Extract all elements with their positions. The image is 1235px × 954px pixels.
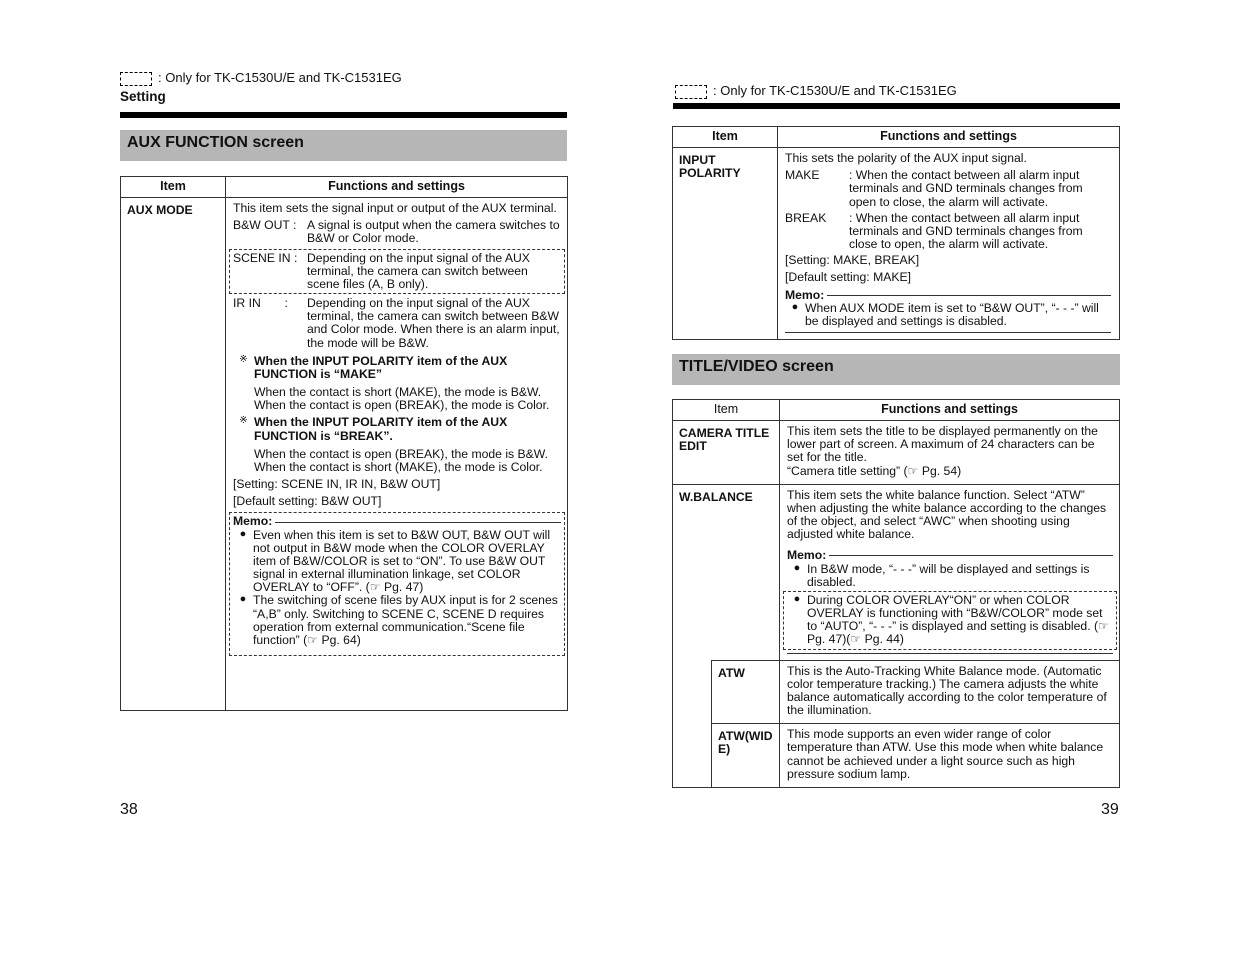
bullet-icon: ● [793, 561, 801, 574]
bullet-icon: ● [791, 300, 799, 313]
bullet-icon: ● [239, 593, 247, 606]
item-w-balance: W.BALANCE [673, 484, 780, 660]
memo-header: Memo: [233, 515, 561, 528]
w-balance-description: This item sets the white balance function. Select “ATW” when adjusting the white balance according to the changes of the object, and select “AWC” when shooting using adjusted white balance. Memo: ● In B&W mode, “- - -” will be displayed and settings is disabled. ● During COLOR OVERLAY“ON” or when COLOR OVERLAY is functioning with “B&W/COLOR” mode set to “AUTO”, “- - -” is displayed and setting is disabled. (☞ Pg. 47)(☞ Pg. 44) [780, 484, 1120, 660]
camera-title-description: This item sets the title to be displayed permanently on the lower part of screen. A maximum of 24 characters can be set for the title. “Camera title setting” (☞ Pg. 54) [780, 421, 1120, 485]
title-video-banner: TITLE/VIDEO screen [672, 354, 1120, 385]
item-input-polarity: INPUT POLARITY [673, 148, 778, 340]
memo-item: ● In B&W mode, “- - -” will be displayed and settings is disabled. [787, 563, 1113, 589]
break-body-2: When the contact is short (MAKE), the mode is Color. [254, 459, 543, 474]
bullet-icon: ● [793, 592, 801, 605]
default-setting: [Default setting: B&W OUT] [233, 494, 382, 509]
title-video-table [672, 399, 1120, 788]
item-atw: ATW [712, 660, 780, 724]
col-header-item: Item [673, 127, 778, 148]
setting-values: [Setting: SCENE IN, IR IN, B&W OUT] [233, 477, 441, 492]
option-make: MAKE : When the contact between all alarm input terminals and GND terminals changes from open to close, the alarm will activate. [785, 168, 1083, 209]
option-bw-out: B&W OUT : A signal is output when the camera switches to B&W or Color mode. [233, 218, 560, 246]
header-rule-left [120, 112, 567, 118]
item-camera-title-edit: CAMERA TITLE EDIT [673, 421, 780, 485]
memo-end-rule [787, 653, 1113, 654]
indent-cell [673, 660, 712, 724]
make-heading: ※ When the INPUT POLARITY item of the AUX FUNCTION is “MAKE” [233, 355, 561, 381]
reference-mark-icon: ※ [239, 415, 248, 427]
memo-section [787, 549, 1113, 653]
aux-mode-description [226, 198, 568, 711]
atw-wide-description: This mode supports an even wider range of color temperature than ATW. Use this mode when white balance cannot be achieved under a light source such as high pressure sodium lamp. [780, 724, 1120, 788]
memo-item: ● The switching of scene files by AUX input is for 2 scenes “A,B” only. Switching to SCENE C, SCENE D requires operation from external communication.“Scene file function” (☞ Pg. 64) [233, 594, 561, 647]
model-note-left: : Only for TK-C1530U/E and TK-C1531EG [120, 70, 402, 86]
col-header-item: Item [121, 177, 226, 198]
aux-function-banner: AUX FUNCTION screen [120, 130, 567, 161]
memo-rule [829, 555, 1113, 556]
input-polarity-table [672, 126, 1120, 340]
indent-cell [673, 724, 712, 788]
memo-rule [827, 295, 1111, 296]
option-scene-in: SCENE IN : Depending on the input signal of the AUX terminal, the camera can switch between scene files (A, B only). [233, 250, 530, 291]
aux-intro: This item sets the signal input or output of the AUX terminal. [233, 201, 557, 215]
page-number-left: 38 [120, 801, 138, 818]
col-header-functions: Functions and settings [780, 400, 1120, 421]
memo-item: ● Even when this item is set to B&W OUT, B&W OUT will not output in B&W mode when the COLOR OVERLAY item of B&W/COLOR is set to “ON”. To use B&W OUT signal in external illumination linkage, set COLOR OVERLAY to “OFF”. (☞ Pg. 47) [233, 529, 561, 595]
memo-highlight-box [783, 591, 1117, 650]
header-rule-right [673, 103, 1120, 109]
dashed-box-icon [675, 85, 707, 99]
memo-item: ● During COLOR OVERLAY“ON” or when COLOR OVERLAY is functioning with “B&W/COLOR” mode set to “AUTO”, “- - -” is displayed and setting is disabled. (☞ Pg. 47)(☞ Pg. 44) [787, 594, 1113, 647]
page-number-right: 39 [1101, 801, 1119, 818]
memo-section [785, 289, 1111, 334]
item-atw-wide: ATW(WIDE) [712, 724, 780, 788]
option-scene-in-box [229, 249, 565, 295]
memo-rule [275, 522, 561, 523]
break-body-1: When the contact is open (BREAK), the mode is B&W. [254, 446, 548, 461]
reference-mark-icon: ※ [239, 353, 248, 365]
option-break: BREAK : When the contact between all alarm input terminals and GND terminals changes from close to open, the alarm will activate. [785, 210, 1083, 252]
col-header-functions: Functions and settings [226, 177, 568, 198]
break-heading: ※ When the INPUT POLARITY item of the AUX FUNCTION is “BREAK”. [233, 416, 561, 442]
bullet-icon: ● [239, 527, 247, 540]
memo-box [229, 512, 565, 656]
memo-item: ● When AUX MODE item is set to “B&W OUT”, “- - -” will be displayed and settings is disabled. [785, 302, 1111, 328]
dashed-box-icon [120, 72, 152, 86]
atw-description: This is the Auto-Tracking White Balance mode. (Automatic color temperature tracking.) The camera adjusts the white balance automatically according to the color temperature of the illumination. [780, 660, 1120, 724]
input-polarity-description: This sets the polarity of the AUX input signal. MAKE : When the contact between all alarm input terminals and GND terminals changes from open to close, the alarm will activate. BREAK : When the contact between all alarm input terminals and GND terminals changes from close to open, the alarm will activate. [Setting: MAKE, BREAK] [Default setting: MAKE] Memo: ● When AUX MODE item is set to “B&W OUT”, “- - -” will be displayed and settings is disabled. [778, 148, 1120, 340]
item-aux-mode: AUX MODE [121, 198, 226, 711]
col-header-functions: Functions and settings [778, 127, 1120, 148]
col-header-item: Item [673, 400, 780, 421]
memo-header: Memo: [787, 549, 1113, 562]
model-note-right: : Only for TK-C1530U/E and TK-C1531EG [675, 83, 957, 99]
aux-function-table [120, 176, 568, 711]
memo-header: Memo: [785, 289, 1111, 302]
option-ir-in: IR IN : Depending on the input signal of the AUX terminal, the camera can switch between B&W and Color mode. When there is an alarm input, the mode will be B&W. [233, 296, 560, 350]
section-title: Setting [120, 89, 166, 104]
make-body: When the contact is short (MAKE), the mode is B&W. When the contact is open (BREAK), the mode is Color. [254, 385, 550, 413]
